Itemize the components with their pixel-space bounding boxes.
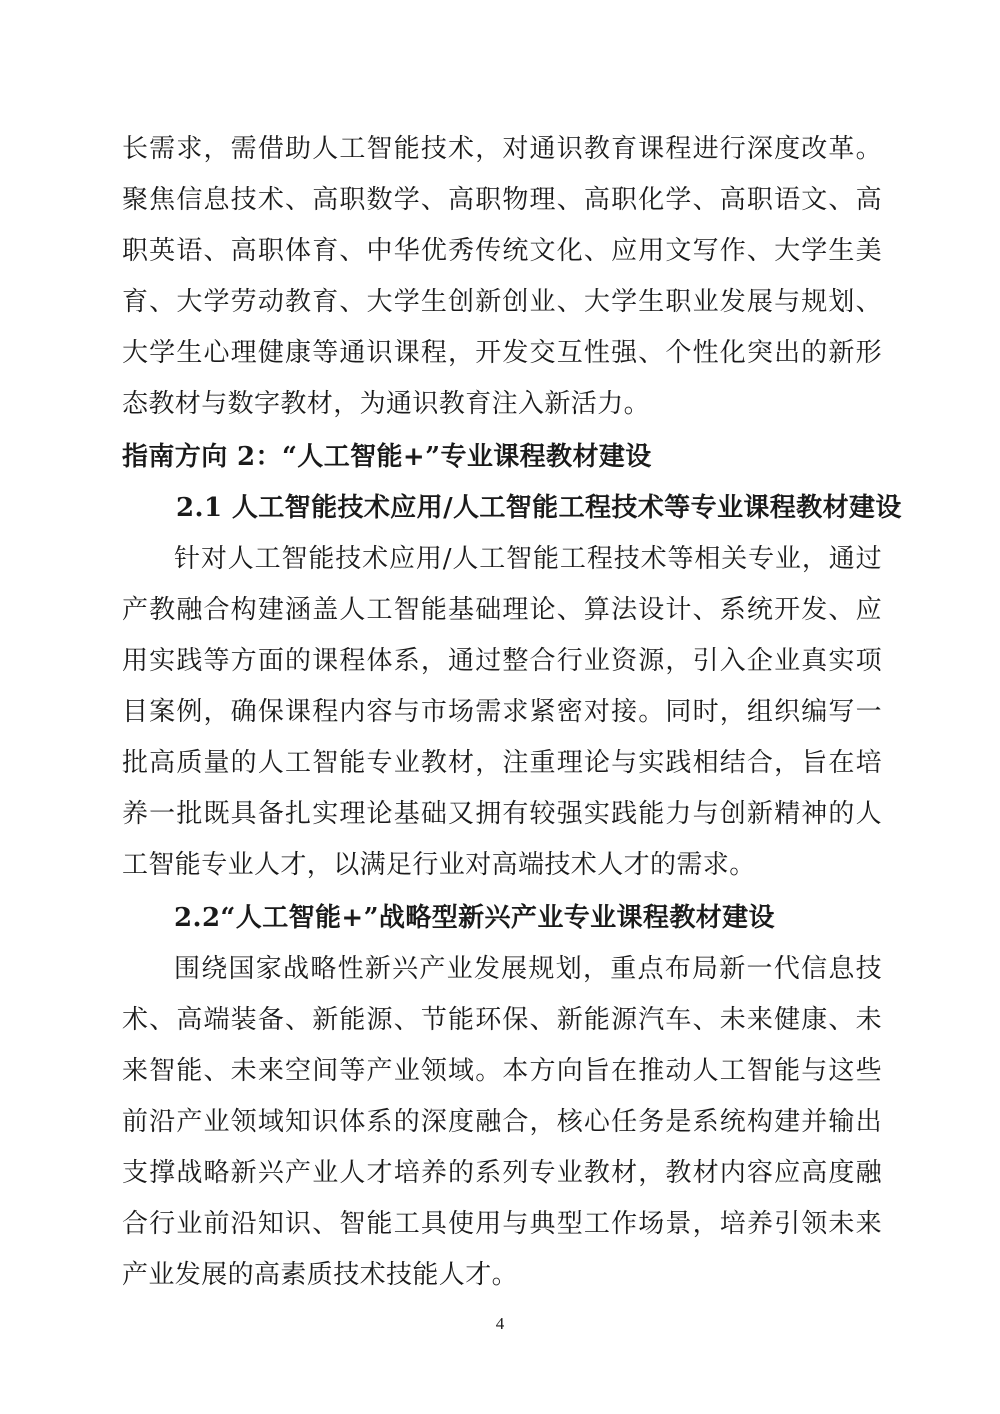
heading-section-2-2: 2.2“人工智能+”战略型新兴产业专业课程教材建设	[174, 903, 775, 933]
paragraph-section-2-2: 围绕国家战略性新兴产业发展规划，重点布局新一代信息技术、高端装备、新能源、节能环保、新能源汽车、未来健康、未来智能、未来空间等产业领域。本方向旨在推动人工智能与这些前沿产业领域知识体系的深度融合，核心任务是系统构建并输出支撑战略新兴产业人才培养的系列专业教材，教材内容应高度融合行业前沿知识、智能工具使用与典型工作场景，培养引领未来产业发展的高素质技术技能人才。	[122, 954, 882, 1290]
page-number: 4	[495, 1314, 505, 1333]
heading-guide-direction-2: 指南方向 2：“人工智能+”专业课程教材建设	[122, 442, 652, 472]
heading-section-2-1: 2.1 人工智能技术应用/人工智能工程技术等专业课程教材建设	[176, 493, 902, 523]
paragraph-general-education: 长需求，需借助人工智能技术，对通识教育课程进行深度改革。聚焦信息技术、高职数学、高职物理、高职化学、高职语文、高职英语、高职体育、中华优秀传统文化、应用文写作、大学生美育、大学劳动教育、大学生创新创业、大学生职业发展与规划、大学生心理健康等通识课程，开发交互性强、个性化突出的新形态教材与数字教材，为通识教育注入新活力。	[122, 134, 882, 419]
paragraph-section-2-1: 针对人工智能技术应用/人工智能工程技术等相关专业，通过产教融合构建涵盖人工智能基础理论、算法设计、系统开发、应用实践等方面的课程体系，通过整合行业资源，引入企业真实项目案例，确保课程内容与市场需求紧密对接。同时，组织编写一批高质量的人工智能专业教材，注重理论与实践相结合，旨在培养一批既具备扎实理论基础又拥有较强实践能力与创新精神的人工智能专业人才，以满足行业对高端技术人才的需求。	[122, 544, 882, 880]
